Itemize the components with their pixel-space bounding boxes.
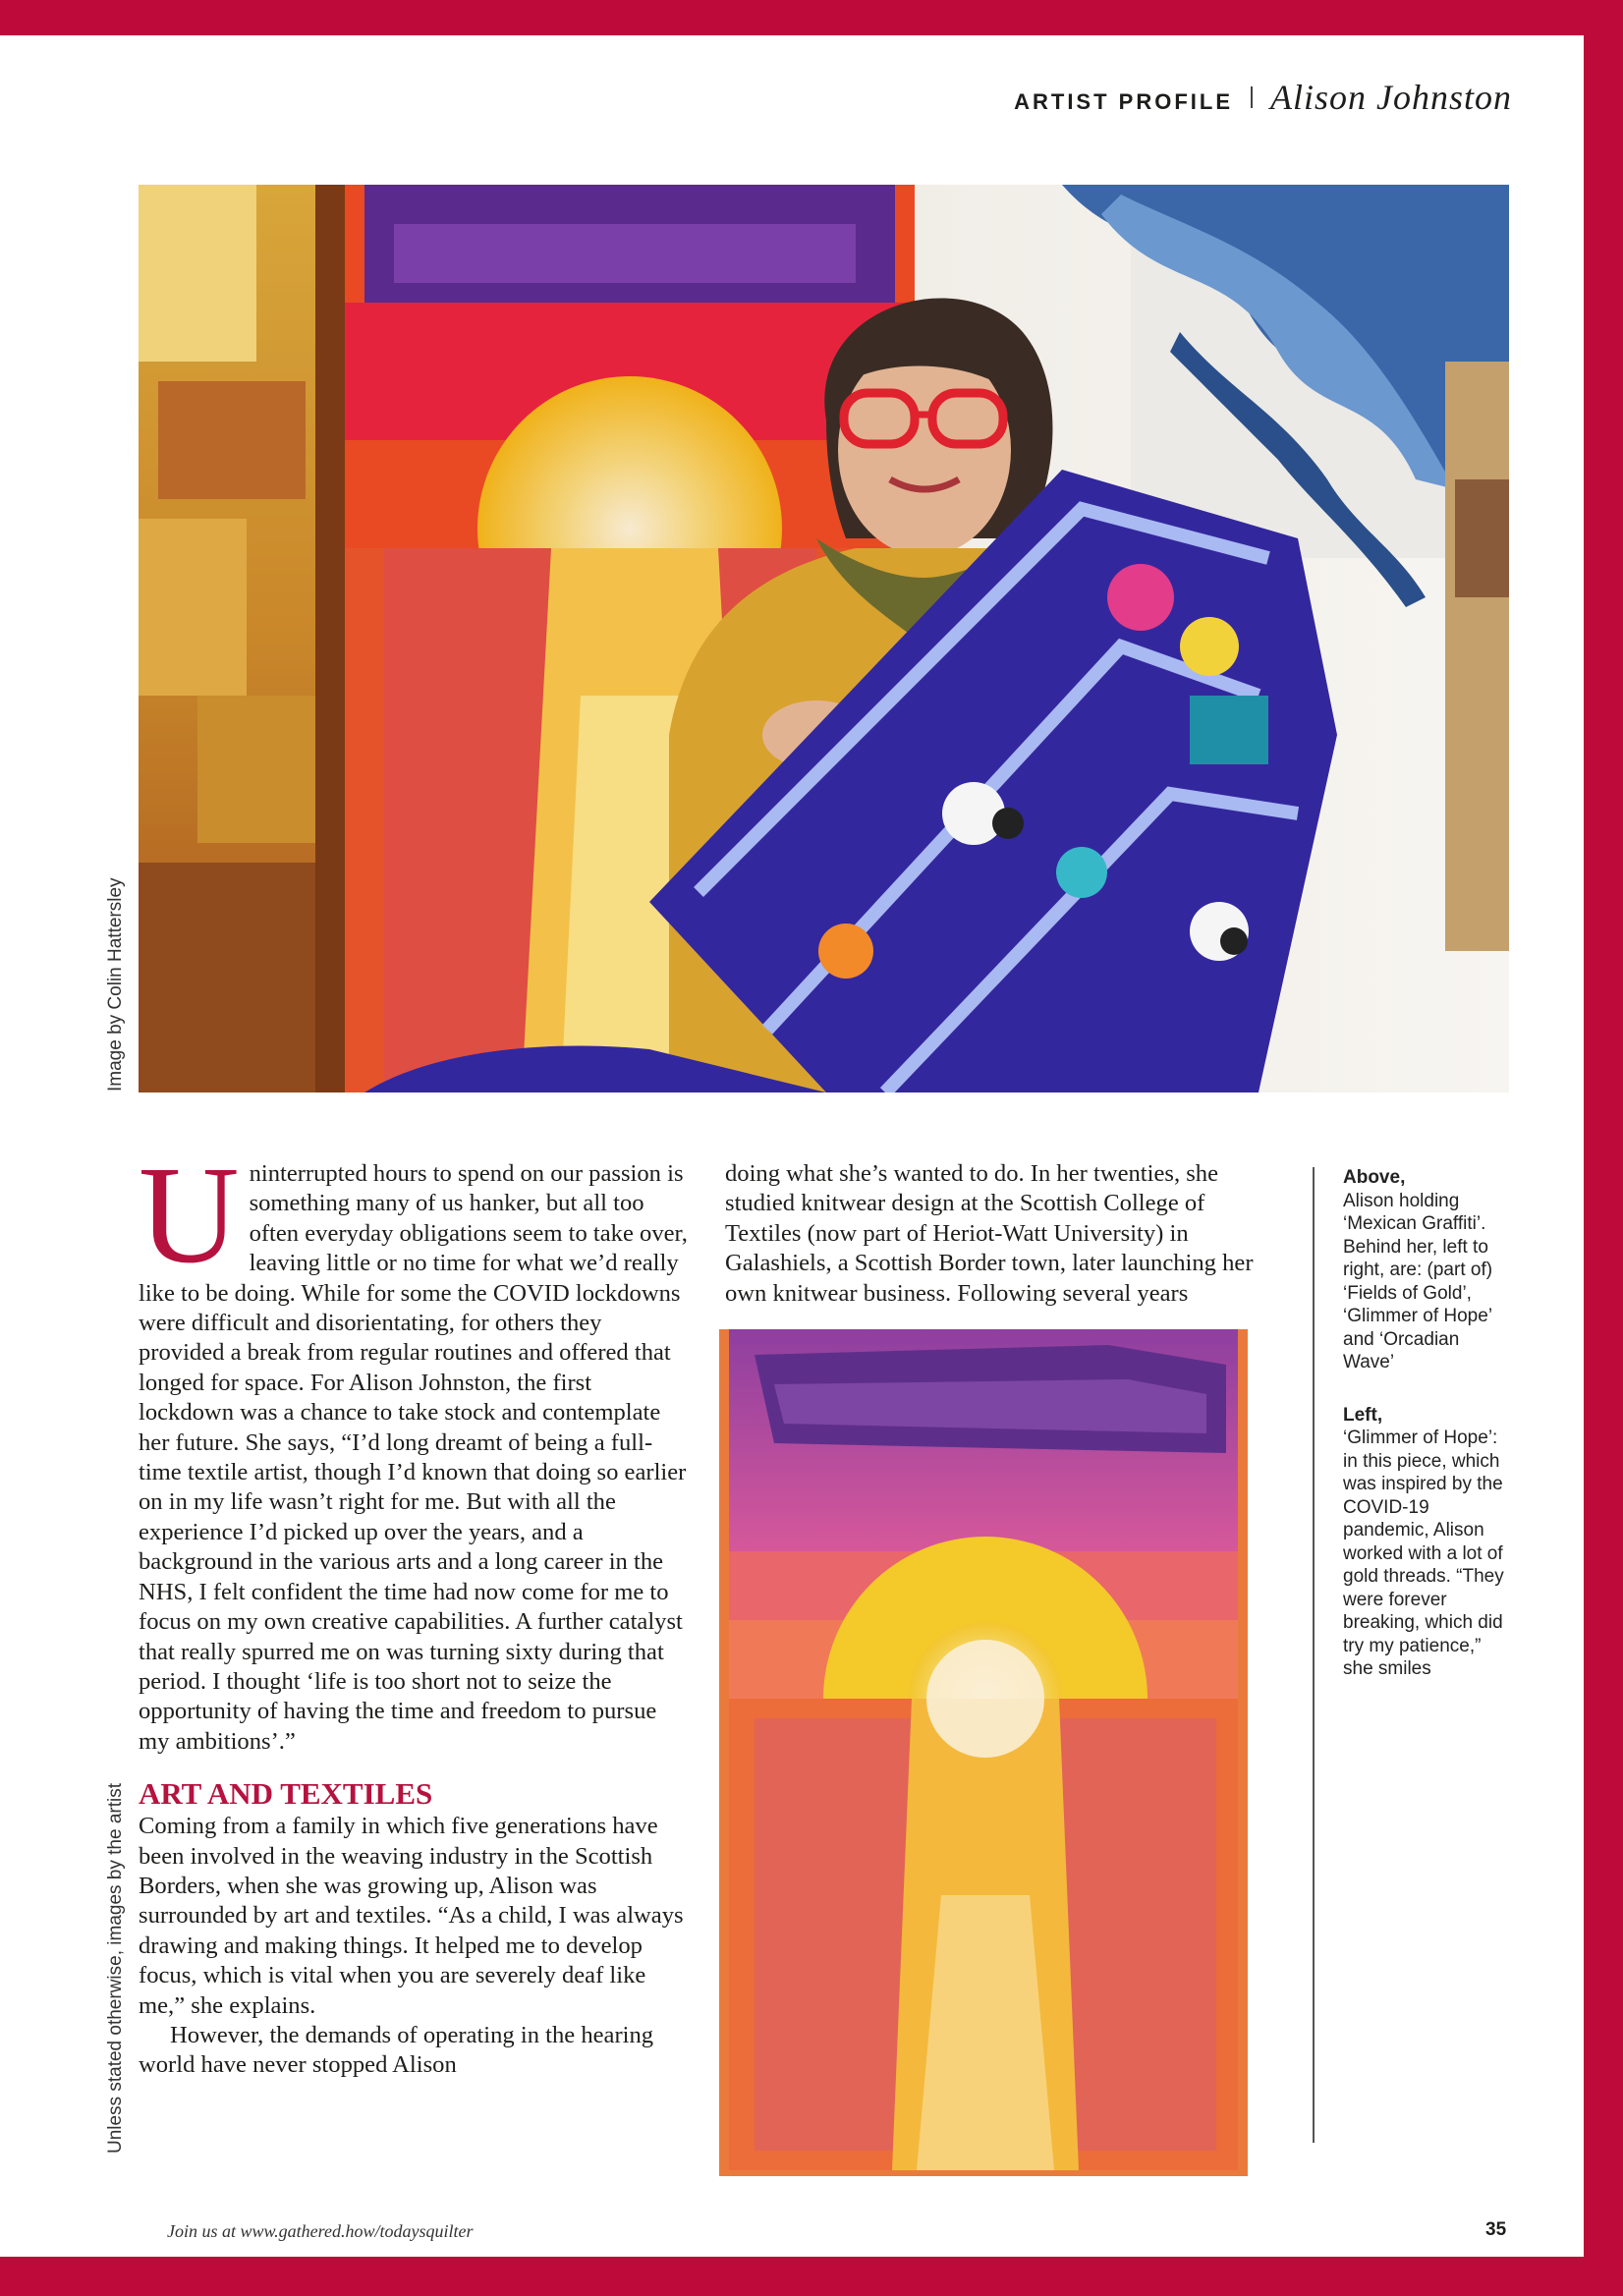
article-column-1 — [139, 1137, 689, 2081]
caption-title: Left, — [1343, 1404, 1383, 1426]
captions — [1343, 1166, 1510, 1710]
article-paragraph — [139, 1137, 689, 1757]
caption-title: Above, — [1343, 1167, 1406, 1188]
page-border-top — [0, 0, 1623, 35]
page-border-right — [1584, 0, 1623, 2296]
artist-name: Alison Johnston — [1270, 78, 1512, 117]
caption-text: ‘Glimmer of Hope’: in this piece, which was inspired by the COVID-19 pandemic, Alison worked with a lot of gold threads. “They were forever breaking, which did try my patience,” she smiles — [1343, 1428, 1504, 1679]
hero-photo — [139, 185, 1509, 1092]
subheading: ART AND TEXTILES — [139, 1776, 433, 1812]
running-header — [1014, 77, 1512, 118]
page-number: 35 — [1485, 2219, 1507, 2240]
caption-left — [1343, 1404, 1510, 1681]
article-paragraph: doing what she’s wanted to do. In her twenties, she studied knitwear design at the Scottish College of Textiles (now part of Heriot-Watt University) in Galashiels, a Scottish Border town, later launching her own knitwear business. Following several years — [725, 1160, 1254, 1307]
section-label: ARTIST PROFILE — [1014, 89, 1233, 114]
article-paragraph: Coming from a family in which five generations have been involved in the weaving industry in the Scottish Borders, when she was growing up, Alison was surrounded by art and textiles. “As a child, I was always drawing and making things. It helped me to develop focus, which is vital when you are severely deaf like me,” she explains. — [139, 1813, 684, 2019]
photo-credit: Image by Colin Hattersley — [105, 877, 126, 1092]
article-column-2 — [725, 1159, 1275, 1309]
image-credit-note: Unless stated otherwise, images by the artist — [105, 1782, 126, 2154]
caption-divider — [1313, 1167, 1315, 2143]
drop-cap: U — [139, 1137, 240, 1292]
page-border-bottom — [0, 2257, 1623, 2296]
header-divider — [1251, 86, 1253, 108]
quilt-photo — [715, 1325, 1265, 2176]
caption-text: Alison holding ‘Mexican Graffiti’. Behind her, left to right, are: (part of) ‘Fields of Gold’, ‘Glimmer of Hope’ and ‘Orcadian Wave’ — [1343, 1190, 1493, 1372]
intro-text: ninterrupted hours to spend on our passion is something many of us hanker, but all too often everyday obligations seem to take over, leaving little or no time for what we’d really like to be doing. While for some the COVID lockdowns were difficult and disorientating, for others they provided a break from regular routines and offered that longed for space. For Alison Johnston, the first lockdown was a chance to take stock and contemplate her future. She says, “I’d long dreamt of being a full-time textile artist, though I’d known that doing so earlier on in my life wasn’t right for me. But with all the experience I’d picked up over the years, and a background in the various arts and a long career in the NHS, I felt confident the time had now come for me to focus on my own creative capabilities. A further catalyst that really spurred me on was turning sixty during that period. I thought ‘life is too short not to seize the opportunity of having the time and freedom to pursue my ambitions’.” — [139, 1160, 688, 1755]
caption-above — [1343, 1166, 1510, 1374]
footer-website: Join us at www.gathered.how/todaysquilter — [167, 2221, 474, 2241]
article-paragraph: However, the demands of operating in the hearing world have never stopped Alison — [139, 2021, 654, 2079]
